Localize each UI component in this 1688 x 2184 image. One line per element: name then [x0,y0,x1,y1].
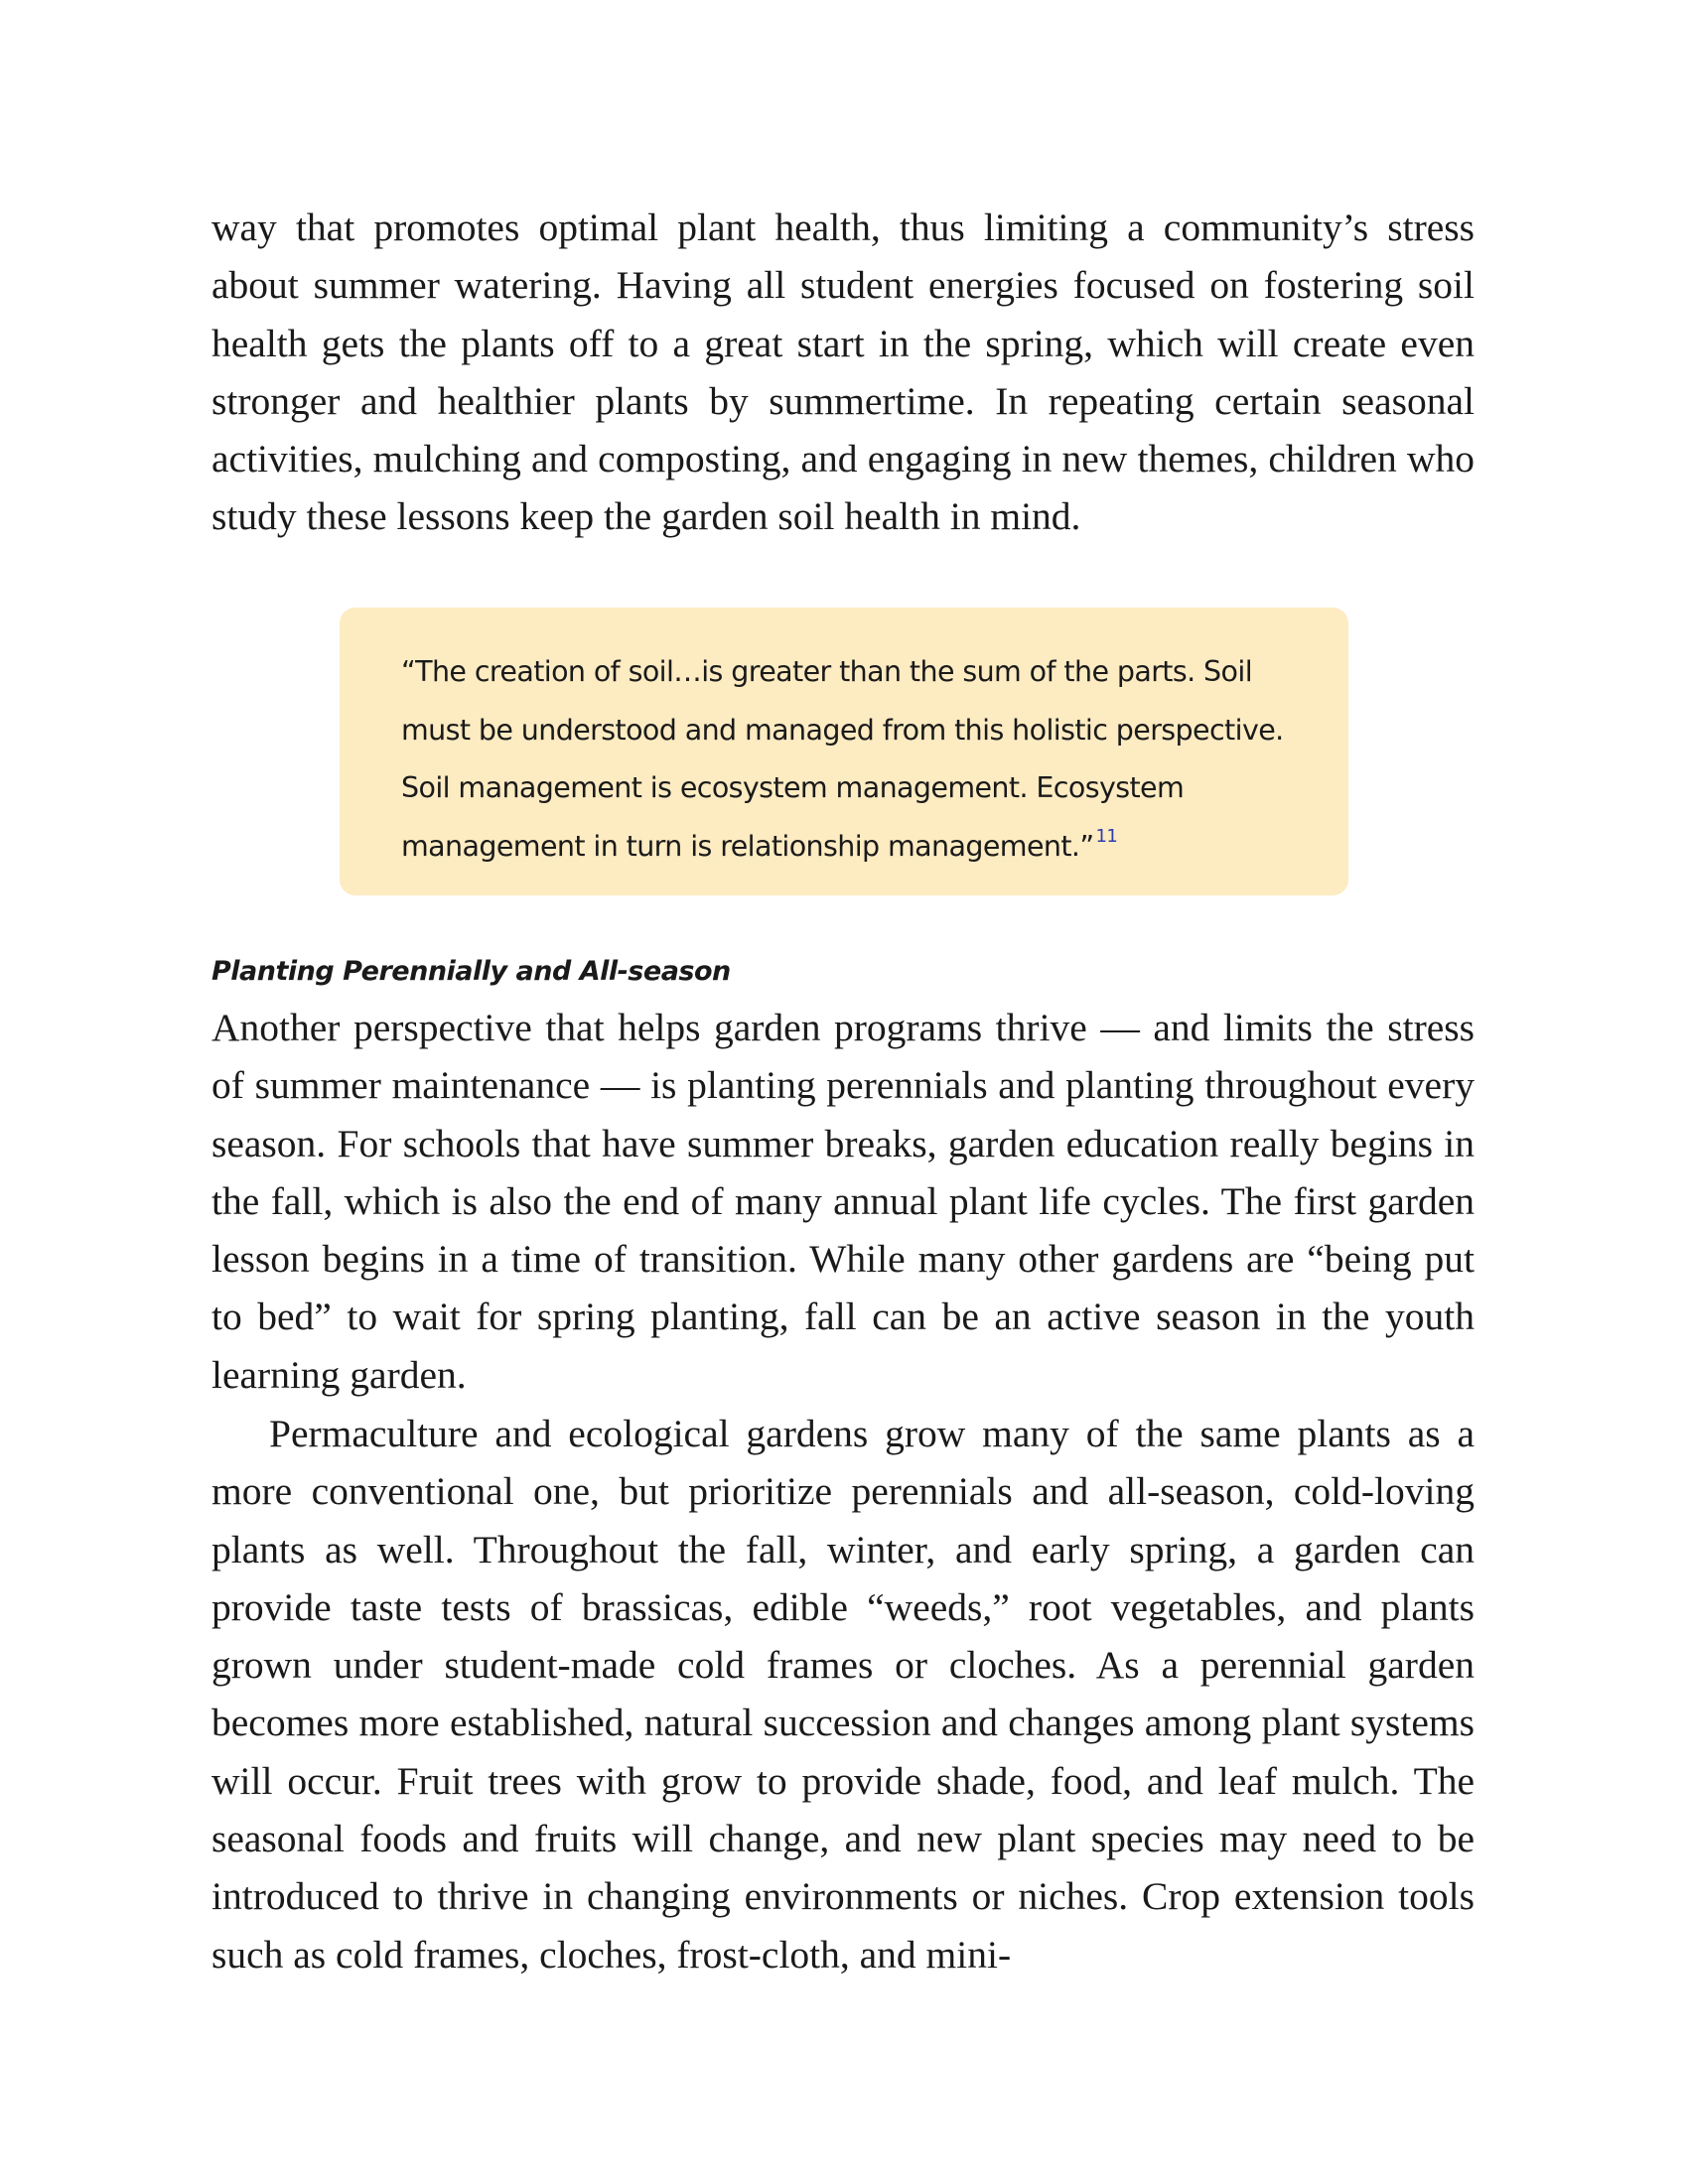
body-paragraph-2: Another perspective that helps garden programs thrive — and limits the stress of summer maintenance — is planting perennials and planting throughout every season. For schools that have summer breaks, garden education really begins in the fall, which is also the end of many annual plant life cycles. The first garden lesson begins in a time of transition. While many other gardens are “being put to bed” to wait for spring planting, fall can be an active season in the youth learning garden. [211,1006,1475,1397]
section-heading: Planting Perennially and All-season [211,956,731,987]
pull-quote-box [340,608,1348,895]
intro-paragraph: way that promotes optimal plant health, thus limiting a community’s stress about summer watering. Having all student energies focused on fostering soil health gets the plants off to a great start in the spring, which will create even stronger and healthier plants by summertime. In repeating certain seasonal activities, mulching and composting, and engaging in new themes, children who study these lessons keep the garden soil health in mind. [211,205,1475,539]
footnote-marker[interactable]: 11 [1095,825,1118,847]
body-paragraph-3: Permaculture and ecological gardens grow many of the same plants as a more conventional one, but prioritize perennials and all-season, cold-loving plants as well. Throughout the fall, winter, and early spring, a garden can provide taste tests of brassicas, edible “weeds,” root vegetables, and plants grown under student-made cold frames or cloches. As a perennial garden becomes more established, natural succession and changes among plant systems will occur. Fruit trees with grow to provide shade, food, and leaf mulch. The seasonal foods and fruits will change, and new plant species may need to be introduced to thrive in changing environments or niches. Crop extension tools such as cold frames, cloches, frost-cloth, and mini- [211,1412,1475,1977]
quote-body: “The creation of soil…is greater than the sum of the parts. Soil must be understood and managed from this holistic perspective. Soil management is ecosystem management. Ecosystem management in turn is relationship management.” [401,655,1284,863]
pull-quote-text [401,643,1287,876]
